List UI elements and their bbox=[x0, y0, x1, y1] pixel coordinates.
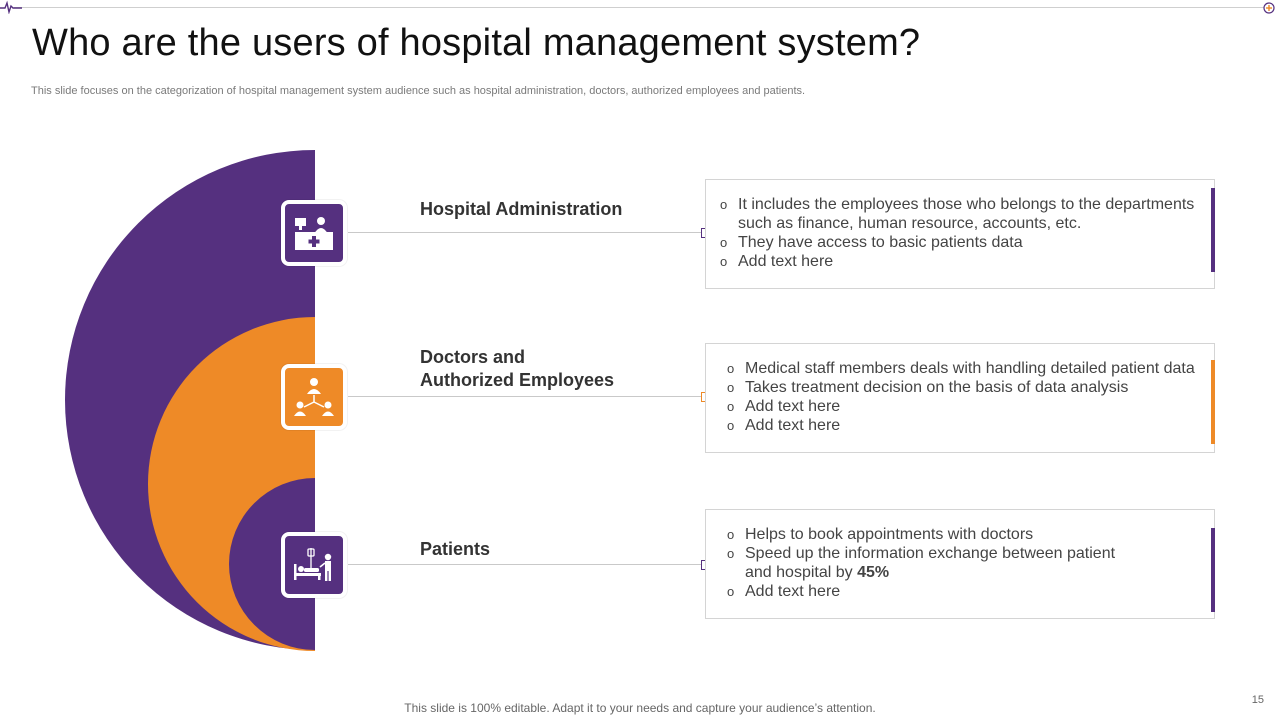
card-accent-bar bbox=[1211, 528, 1215, 612]
patients-icon-box bbox=[281, 532, 347, 598]
audience-semicircle-graphic bbox=[0, 0, 330, 720]
bullet-item: o Medical staff members deals with handling detailed patient data bbox=[727, 359, 1195, 378]
category-label-patients bbox=[420, 538, 490, 561]
bullet-item: o Helps to book appointments with doctors bbox=[727, 525, 1115, 544]
page-subtitle: This slide focuses on the categorization of hospital management system audience such as hospital administration, doctors, authorized employees and patients. bbox=[31, 85, 806, 97]
bullet-item: o Add text here bbox=[727, 582, 1115, 601]
patients-description-card bbox=[705, 509, 1215, 619]
staff-network-icon bbox=[291, 374, 337, 420]
highlight-percentage: 45% bbox=[857, 564, 890, 581]
plus-circle-icon bbox=[1263, 2, 1275, 14]
category-label-line: Authorized Employees bbox=[420, 370, 615, 390]
doctors-connector-line bbox=[348, 396, 702, 397]
bullet-item: o They have access to basic patients data bbox=[720, 233, 1194, 252]
category-label-line: Hospital Administration bbox=[420, 199, 623, 219]
bullet-list bbox=[720, 195, 1194, 271]
page-title: Who are the users of hospital management system? bbox=[32, 22, 921, 64]
bullet-list bbox=[727, 525, 1115, 601]
bullet-list bbox=[727, 359, 1195, 435]
admin-description-card bbox=[705, 179, 1215, 289]
admin-icon-box bbox=[281, 200, 347, 266]
bullet-item: o Add text here bbox=[727, 416, 1195, 435]
doctors-description-card bbox=[705, 343, 1215, 453]
category-label-hospital-administration bbox=[420, 198, 622, 221]
category-label-line: Patients bbox=[420, 539, 491, 559]
card-accent-bar bbox=[1211, 360, 1215, 444]
bullet-item: o It includes the employees those who belongs to the departments such as finance, human resource, accounts, etc. bbox=[720, 195, 1194, 233]
patient-bed-icon bbox=[291, 542, 337, 588]
category-label-line: Doctors and bbox=[420, 347, 526, 367]
bullet-item: o Speed up the information exchange between patient and hospital by 45% bbox=[727, 544, 1115, 582]
admin-connector-line bbox=[348, 232, 702, 233]
bullet-item: o Takes treatment decision on the basis of data analysis bbox=[727, 378, 1195, 397]
bullet-item: o Add text here bbox=[727, 397, 1195, 416]
footer-note: This slide is 100% editable. Adapt it to your needs and capture your audience’s attention. bbox=[404, 701, 876, 715]
reception-desk-icon bbox=[291, 210, 337, 256]
bullet-item: o Add text here bbox=[720, 252, 1194, 271]
patients-connector-line bbox=[348, 564, 702, 565]
category-label-doctors bbox=[420, 346, 614, 392]
page-number: 15 bbox=[1251, 694, 1264, 706]
doctors-icon-box bbox=[281, 364, 347, 430]
card-accent-bar bbox=[1211, 188, 1215, 272]
